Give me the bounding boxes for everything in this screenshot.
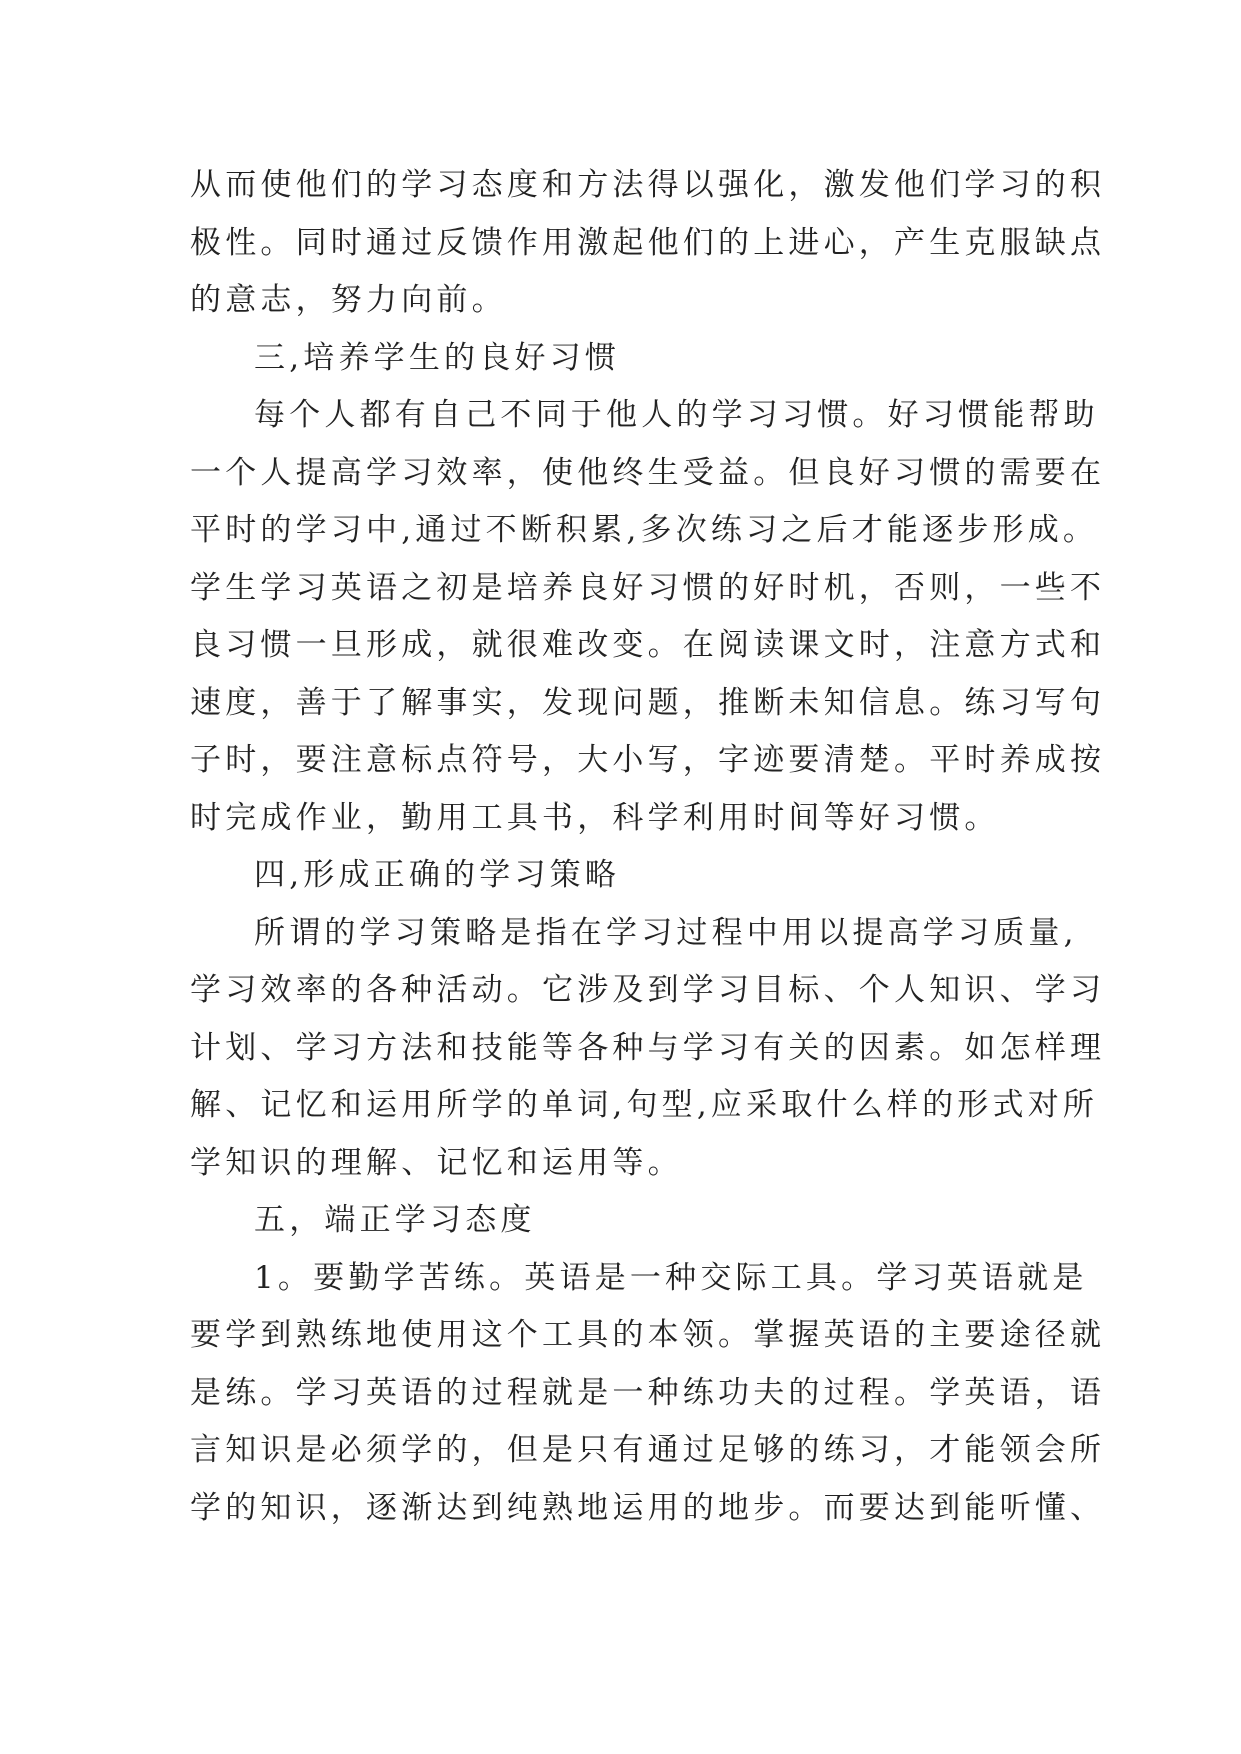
text-line: 一个人提高学习效率，使他终生受益。但良好习惯的需要在 xyxy=(190,454,1106,491)
text-line: 的意志，努力向前。 xyxy=(190,282,507,318)
text-line: 学的知识，逐渐达到纯熟地运用的地步。而要达到能听懂、 xyxy=(190,1489,1106,1526)
text-line: 言知识是必须学的，但是只有通过足够的练习，才能领会所 xyxy=(190,1432,1106,1468)
text-line: 要学到熟练地使用这个工具的本领。掌握英语的主要途径就 xyxy=(190,1317,1106,1353)
text-line: 平时的学习中,通过不断积累,多次练习之后才能逐步形成。 xyxy=(190,512,1099,548)
text-line: 1。要勤学苦练。英语是一种交际工具。学习英语就是 xyxy=(254,1259,1088,1296)
text-line: 时完成作业，勤用工具书，科学利用时间等好习惯。 xyxy=(190,799,1000,836)
text-line: 速度，善于了解事实，发现问题，推断未知信息。练习写句 xyxy=(190,684,1106,721)
text-line: 解、记忆和运用所学的单词,句型,应采取什么样的形式对所 xyxy=(190,1087,1099,1123)
text-line: 每个人都有自己不同于他人的学习习惯。好习惯能帮助 xyxy=(254,397,1099,433)
text-line: 子时，要注意标点符号，大小写，字迹要清楚。平时养成按 xyxy=(190,742,1106,778)
text-line: 从而使他们的学习态度和方法得以强化，激发他们学习的积 xyxy=(190,167,1106,203)
document-body xyxy=(190,157,1106,1537)
text-line: 极性。同时通过反馈作用激起他们的上进心，产生克服缺点 xyxy=(190,224,1106,261)
text-line: 计划、学习方法和技能等各种与学习有关的因素。如怎样理 xyxy=(190,1029,1106,1066)
text-line: 良习惯一旦形成，就很难改变。在阅读课文时，注意方式和 xyxy=(190,627,1106,663)
section-heading-3: 三,培养学生的良好习惯 xyxy=(254,339,621,376)
section-heading-4: 四,形成正确的学习策略 xyxy=(254,857,621,893)
text-line: 学生学习英语之初是培养良好习惯的好时机，否则，一些不 xyxy=(190,569,1106,606)
section-heading-5: 五，端正学习态度 xyxy=(254,1202,536,1238)
text-line: 学知识的理解、记忆和运用等。 xyxy=(190,1144,683,1181)
text-line: 学习效率的各种活动。它涉及到学习目标、个人知识、学习 xyxy=(190,972,1106,1008)
text-line: 所谓的学习策略是指在学习过程中用以提高学习质量, xyxy=(254,914,1078,951)
text-line: 是练。学习英语的过程就是一种练功夫的过程。学英语，语 xyxy=(190,1374,1106,1411)
